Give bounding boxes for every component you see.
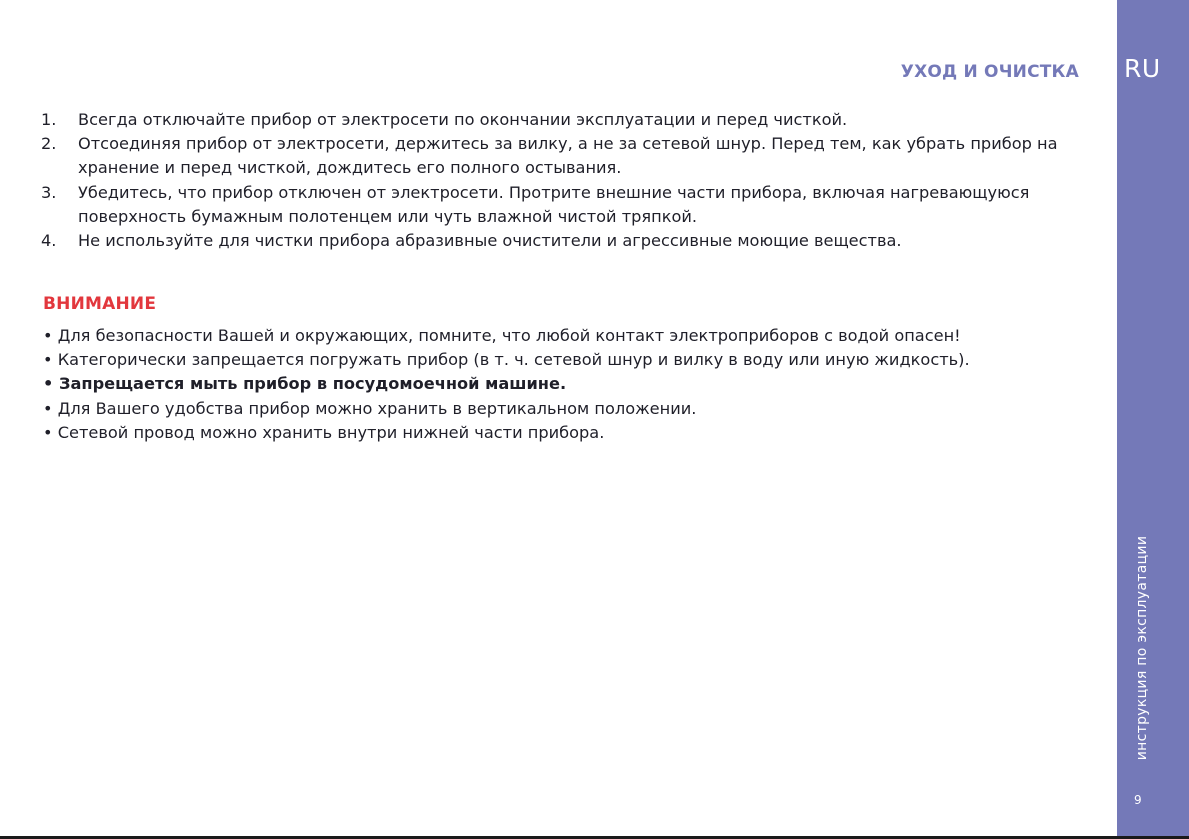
list-item — [41, 229, 1081, 253]
list-item-text: Убедитесь, что прибор отключен от электросети. Протрите внешние части прибора, включая нагревающуюся поверхность бумажным полотенцем или чуть влажной чистой тряпкой. — [78, 182, 1030, 226]
warning-item: • Для Вашего удобства прибор можно хранить в вертикальном положении. — [43, 398, 697, 418]
list-item-number: 4. — [41, 231, 57, 251]
list-item-number: 2. — [41, 134, 57, 154]
list-item-number: 3. — [41, 182, 57, 202]
list-item-text: Отсоединяя прибор от электросети, держитесь за вилку, а не за сетевой шнур. Перед тем, как убрать прибор на хранение и перед чисткой, дождитесь его полного остывания. — [78, 134, 1058, 178]
list-item — [41, 108, 1081, 132]
page-number: 9 — [1134, 793, 1142, 807]
side-caption — [1133, 532, 1151, 764]
section-title: УХОД И ОЧИСТКА — [900, 62, 1079, 82]
list-item-text: Всегда отключайте прибор от электросети по окончании эксплуатации и перед чисткой. — [78, 110, 848, 129]
list-item — [41, 181, 1081, 229]
list-item — [41, 132, 1081, 180]
warning-item: • Категорически запрещается погружать прибор (в т. ч. сетевой шнур и вилку в воду или иную жидкость). — [43, 350, 970, 370]
warning-item: • Для безопасности Вашей и окружающих, помните, что любой контакт электроприборов с водой опасен! — [43, 326, 961, 345]
list-item-number: 1. — [41, 110, 57, 129]
language-label: RU — [1124, 54, 1161, 83]
side-caption-text: инструкция по эксплуатации — [1134, 535, 1150, 761]
cleaning-steps-list — [41, 108, 1081, 253]
warning-list — [43, 324, 1083, 445]
warning-item: • Сетевой провод можно хранить внутри нижней части прибора. — [43, 422, 605, 442]
list-item-text: Не используйте для чистки прибора абразивные очистители и агрессивные моющие вещества. — [78, 231, 902, 251]
warning-title: ВНИМАНИЕ — [43, 294, 157, 314]
warning-item-bold: • Запрещается мыть прибор в посудомоечной машине. — [43, 374, 567, 394]
side-tab — [1117, 0, 1189, 836]
